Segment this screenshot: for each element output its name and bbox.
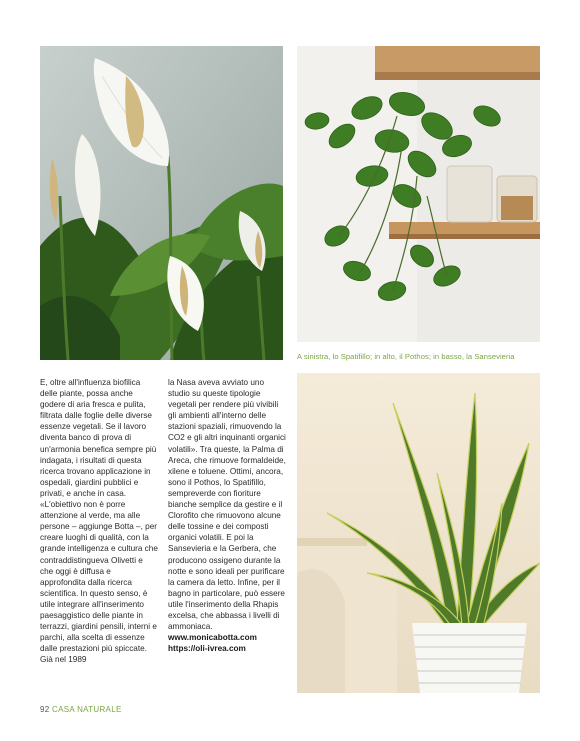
page-footer [40,705,122,714]
link-monicabotta[interactable]: www.monicabotta.com [168,633,257,643]
article-text-1: E, oltre all'influenza biofilica delle piante, possa anche godere di aria fresca e pulita, filtrata dalle foglie delle diverse essenze vegetali. Se il lavoro diventa banco di prova di un'armonia benefica sempre più indagata, i risultati di questa ricerca trovano applicazione in ospedali, giardini pubblici e privati, e anche in casa. «L'obiettivo non è porre attenzione al verde, ma alle persone – aggiunge Botta –, per creare luoghi di qualità, con la grande intelligenza e cultura che contraddistingueva Olivetti e che oggi è diffusa e approfondita dalla ricerca scientifica. In questo senso, è utile integrare all'inserimento paesaggistico delle piante in terrazzi, giardini pensili, interni e parchi, alla scelta di essenze dalle prestazioni più spiccate. Già nel 1989 [40,378,158,665]
article-text-2: la Nasa aveva avviato uno studio su queste tipologie vegetali per rendere più vivibili gli ambienti all'interno delle stazioni spaziali, rimuovendo la CO2 e gli altri inquinanti organici volatili». Tra queste, la Palma di Areca, che rimuove formaldeide, xilene e toluene. Ottimi, ancora, sono il Pothos, lo Spatifillo, sempreverde con fioriture bianche semplice da gestire e il Clorofito che rimuovono alcune delle tossine e dei composti organici volatili. E poi la Sansevieria e la Gerbera, che producono ossigeno durante la notte e sono ideali per purificare la camera da letto. Infine, per il bagno in particolare, può essere utile l'inserimento della Rhapis excelsa, che abbassa i livelli di ammoniaca. [168,378,286,632]
photo-sansevieria [297,373,540,693]
photo-spathiphyllum [40,46,283,360]
link-oli-ivrea[interactable]: https://oli-ivrea.com [168,644,246,654]
article-column-1 [40,377,158,665]
photo-caption: A sinistra, lo Spatifillo; in alto, il Pothos; in basso, la Sansevieria [297,352,515,361]
photo-pothos [297,46,540,342]
magazine-name: CASA NATURALE [52,705,122,714]
article-column-2 [168,377,286,654]
page-number: 92 [40,705,50,714]
